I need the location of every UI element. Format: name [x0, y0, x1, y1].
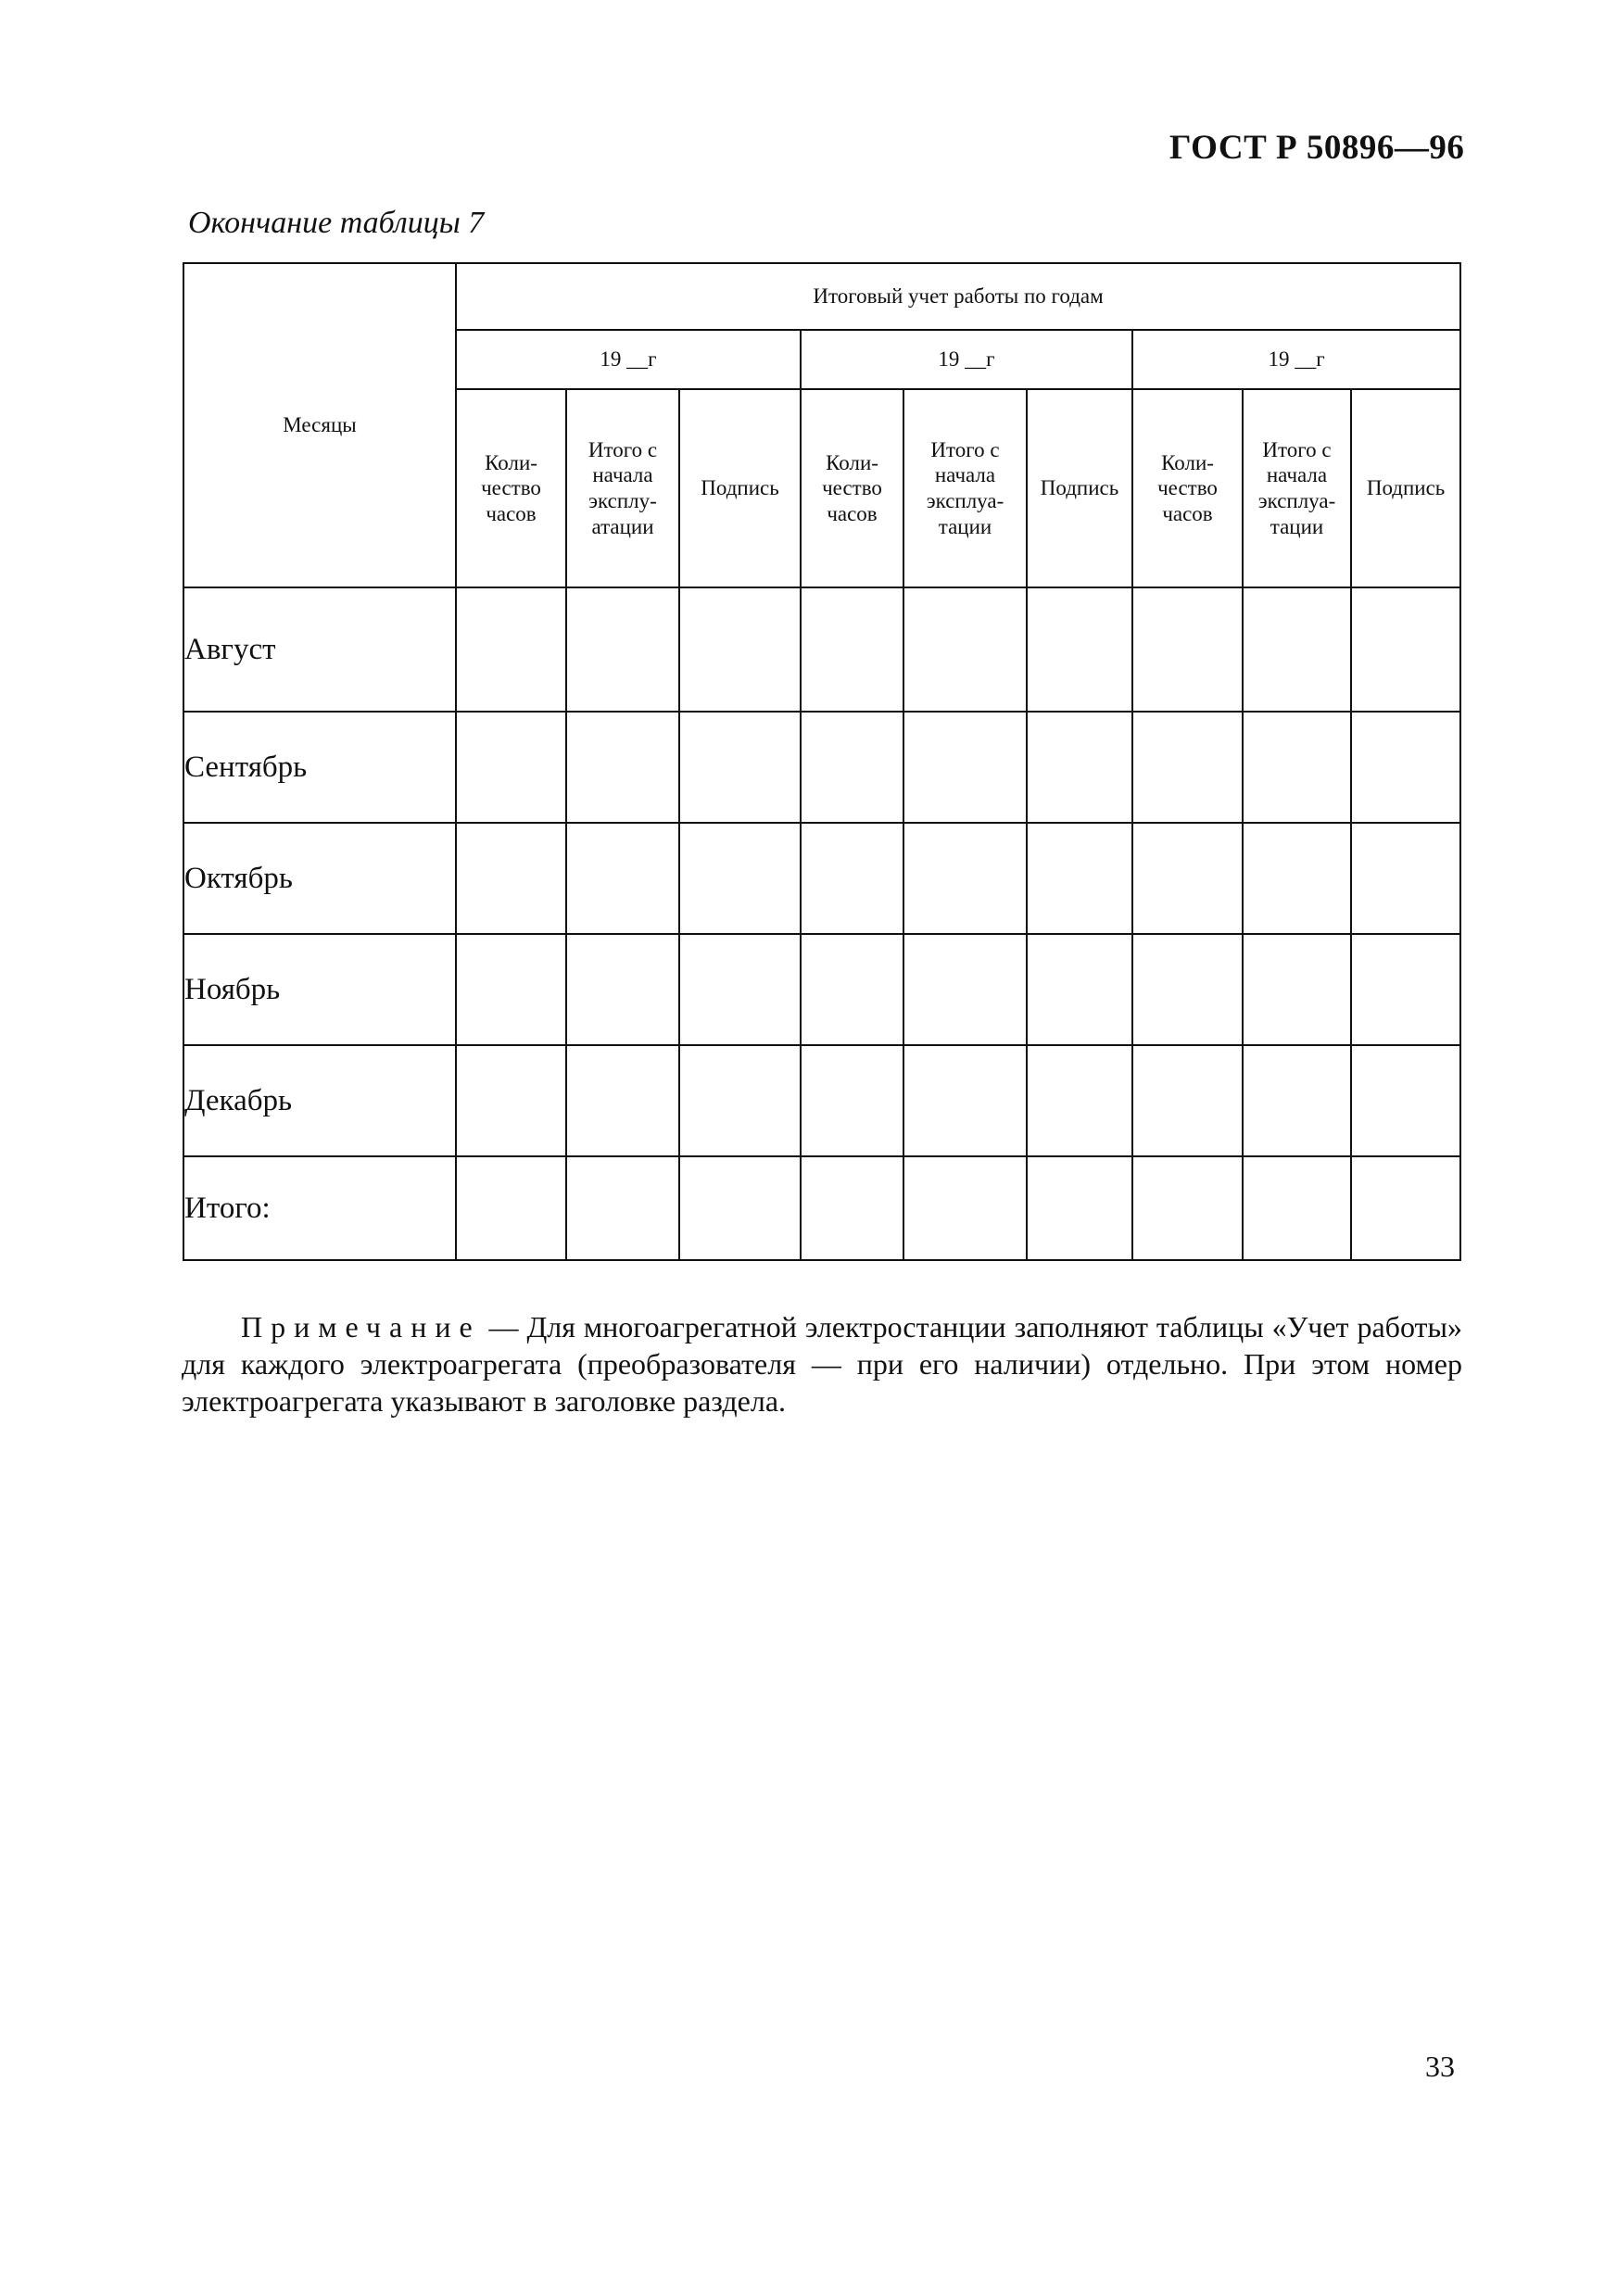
empty-cell [566, 587, 679, 712]
year-header: 19 __г [801, 330, 1132, 389]
empty-cell [903, 1045, 1027, 1156]
subheader-cell: Коли- чество часов [456, 389, 566, 587]
months-column-header: Месяцы [183, 263, 456, 587]
month-label: Октябрь [183, 823, 456, 934]
note-lead: Примечание [241, 1310, 481, 1344]
empty-cell [1351, 1156, 1460, 1260]
subheader-cell: Итого с начала эксплу- атации [566, 389, 679, 587]
empty-cell [566, 1045, 679, 1156]
month-label: Декабрь [183, 1045, 456, 1156]
empty-cell [1243, 823, 1351, 934]
subheader-cell: Коли- чество часов [801, 389, 903, 587]
note-text: — Для многоагрегатной электростанции заполняют таблицы «Учет работы» для каждого электроагрегата (преобразователя — при его наличии) отдельно. При этом номер электроагрегата указывают в заголовке раздела. [182, 1310, 1462, 1418]
empty-cell [1132, 1156, 1243, 1260]
yearly-summary-header: Итоговый учет работы по годам [456, 263, 1460, 330]
empty-cell [903, 587, 1027, 712]
empty-cell [679, 1045, 801, 1156]
month-label: Август [183, 587, 456, 712]
empty-cell [801, 934, 903, 1045]
page-number: 33 [1425, 2050, 1455, 2083]
empty-cell [679, 712, 801, 823]
empty-cell [903, 1156, 1027, 1260]
empty-cell [1132, 712, 1243, 823]
empty-cell [1243, 1156, 1351, 1260]
empty-cell [1243, 934, 1351, 1045]
empty-cell [456, 712, 566, 823]
empty-cell [1243, 1045, 1351, 1156]
table-row [183, 1156, 1460, 1260]
empty-cell [801, 1156, 903, 1260]
year-header: 19 __г [1132, 330, 1460, 389]
empty-cell [801, 712, 903, 823]
empty-cell [679, 1156, 801, 1260]
table-caption: Окончание таблицы 7 [188, 206, 485, 240]
empty-cell [1132, 1045, 1243, 1156]
empty-cell [679, 587, 801, 712]
subheader-cell: Коли- чество часов [1132, 389, 1243, 587]
empty-cell [1132, 823, 1243, 934]
empty-cell [1243, 587, 1351, 712]
empty-cell [1132, 934, 1243, 1045]
empty-cell [1132, 587, 1243, 712]
empty-cell [566, 712, 679, 823]
empty-cell [566, 934, 679, 1045]
month-label: Ноябрь [183, 934, 456, 1045]
month-label: Сентябрь [183, 712, 456, 823]
table-row [183, 712, 1460, 823]
empty-cell [1351, 587, 1460, 712]
empty-cell [1027, 823, 1132, 934]
empty-cell [801, 1045, 903, 1156]
empty-cell [679, 823, 801, 934]
empty-cell [1027, 587, 1132, 712]
subheader-cell: Подпись [1027, 389, 1132, 587]
empty-cell [456, 1045, 566, 1156]
empty-cell [456, 823, 566, 934]
empty-cell [456, 934, 566, 1045]
table-note [182, 1308, 1462, 1419]
subheader-cell: Подпись [1351, 389, 1460, 587]
empty-cell [1351, 712, 1460, 823]
empty-cell [1027, 1045, 1132, 1156]
empty-cell [903, 712, 1027, 823]
subheader-cell: Итого с начала эксплуа- тации [903, 389, 1027, 587]
empty-cell [566, 823, 679, 934]
empty-cell [1351, 934, 1460, 1045]
empty-cell [903, 934, 1027, 1045]
subheader-cell: Подпись [679, 389, 801, 587]
month-label: Итого: [183, 1156, 456, 1260]
work-accounting-table [183, 262, 1461, 1261]
empty-cell [903, 823, 1027, 934]
empty-cell [679, 934, 801, 1045]
empty-cell [1027, 1156, 1132, 1260]
table-row [183, 1045, 1460, 1156]
empty-cell [1243, 712, 1351, 823]
empty-cell [801, 823, 903, 934]
empty-cell [1027, 712, 1132, 823]
table-row [183, 587, 1460, 712]
empty-cell [566, 1156, 679, 1260]
standard-number: ГОСТ Р 50896—96 [1169, 129, 1465, 167]
subheader-cell: Итого с начала эксплуа- тации [1243, 389, 1351, 587]
year-header: 19 __г [456, 330, 801, 389]
empty-cell [1351, 823, 1460, 934]
empty-cell [801, 587, 903, 712]
empty-cell [456, 587, 566, 712]
empty-cell [1027, 934, 1132, 1045]
table-row [183, 823, 1460, 934]
empty-cell [456, 1156, 566, 1260]
empty-cell [1351, 1045, 1460, 1156]
table-row [183, 934, 1460, 1045]
